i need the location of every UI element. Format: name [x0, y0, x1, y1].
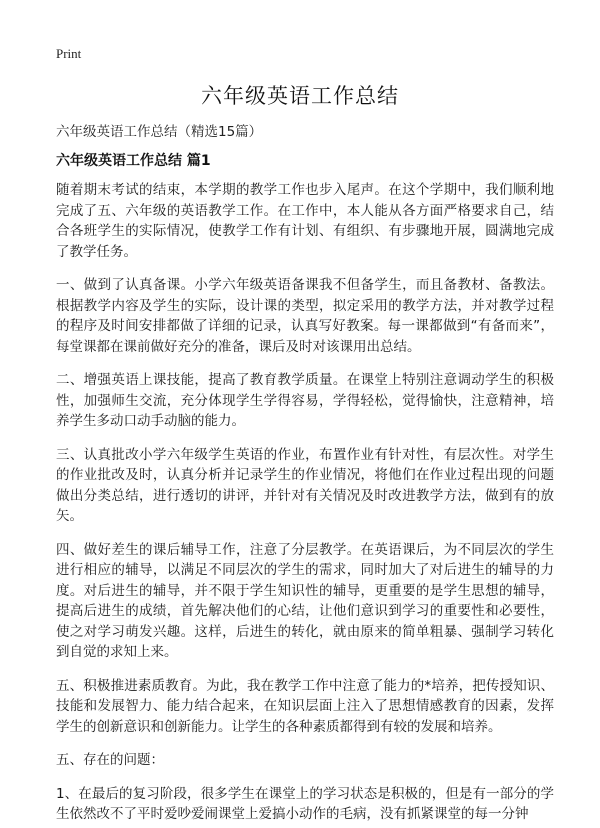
document-subtitle: 六年级英语工作总结（精选15篇）: [56, 124, 263, 140]
paragraph-lesson-prep: 一、做到了认真备课。小学六年级英语备课我不但备学生，而且备教材、备教法。根据教学内容及学生的实际，设计课的类型，拟定采用的教学方法，并对教学过程的程序及时间安排都做了详细的记录，认真写好教案。每一课都做到“有备而来”，每堂课都在课前做好充分的准备，课后及时对该课用出总结。: [56, 277, 554, 355]
print-label: Print: [56, 46, 82, 61]
paragraph-problem-1: 1、在最后的复习阶段，很多学生在课堂上的学习状态是积极的，但是有一部分的学生依然改不了平时爱吵爱闹课堂上爱搞小动作的毛病，没有抓紧课堂的每一分钟: [56, 785, 554, 822]
paragraph-teaching-skills: 二、增强英语上课技能，提高了教育教学质量。在课堂上特别注意调动学生的积极性，加强师生交流，充分体现学生学得容易，学得轻松，觉得愉快，注意精神，培养学生多动口动手动脑的能力。: [56, 372, 554, 429]
paragraph-homework: 三、认真批改小学六年级学生英语的作业，布置作业有针对性，有层次性。对学生的作业批改及时，认真分析并记录学生的作业情况，将他们在作业过程出现的问题做出分类总结，进行透切的讲评，并针对有关情况及时改进教学方法，做到有的放矢。: [56, 446, 554, 524]
paragraph-intro: 随着期末考试的结束，本学期的教学工作也步入尾声。在这个学期中，我们顺利地完成了五、六年级的英语教学工作。在工作中，本人能从各方面严格要求自己，结合各班学生的实际情况，使教学工作有计划、有组织、有步骤地开展，圆满地完成了教学任务。: [56, 182, 554, 260]
body-text: [56, 180, 554, 828]
paragraph-problems-heading: 五、存在的问题：: [56, 752, 164, 768]
section-heading: 六年级英语工作总结 篇1: [56, 153, 211, 169]
paragraph-quality-education: 五、积极推进素质教育。为此，我在教学工作中注意了能力的*培养，把传授知识、技能和发展智力、能力结合起来，在知识层面上注入了思想情感教育的因素，发挥学生的创新意识和创新能力。让学生的各种素质都得到有较的发展和培养。: [56, 677, 554, 735]
paragraph-tutoring: 四、做好差生的课后辅导工作，注意了分层教学。在英语课后，为不同层次的学生进行相应的辅导，以满足不同层次的学生的需求，同时加大了对后进生的辅导的力度。对后进生的辅导，并不限于学生知识性的辅导，更重要的是学生思想的辅导，提高后进生的成绩，首先解决他们的心结，让他们意识到学习的重要性和必要性，使之对学习萌发兴趣。这样，后进生的转化，就由原来的简单粗暴、强制学习转化到自觉的求知上来。: [56, 541, 554, 660]
document-title: 六年级英语工作总结: [201, 84, 399, 108]
